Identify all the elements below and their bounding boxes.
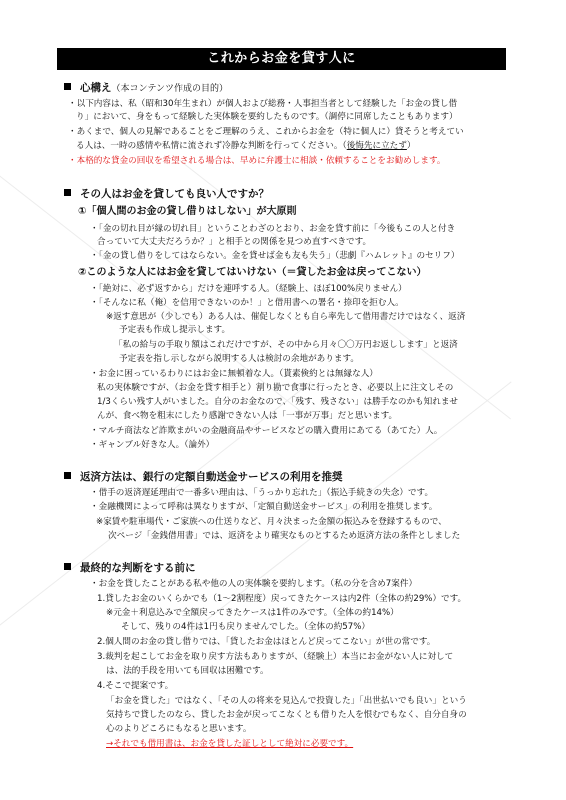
text-line: 2.個人間のお金の貸し借りでは、「貸したお金はほとんど戻ってこない」が世の常です。 bbox=[97, 637, 436, 647]
warning-line: →それでも借用書は、お金を貸した証しとして絶対に必要です。 bbox=[106, 739, 354, 749]
text-line: 予定表も作成し提示します。 bbox=[119, 325, 231, 335]
square-bullet-icon bbox=[64, 472, 71, 479]
page-title: これからお金を貸す人に bbox=[57, 48, 506, 70]
text-line: 1.貸したお金のいくらかでも（1～2割程度）戻ってきたケースは内2件（全体の約29%）です。 bbox=[97, 594, 467, 604]
text-line: ・「金の切れ目が縁の切れ目」ということわざのとおり、お金を貸す前に「今後もこの人と付き bbox=[90, 224, 456, 234]
subheading-principle: ①「個人間のお金の貸し借りはしない」が大原則 bbox=[78, 206, 297, 217]
text-line: ・お金に困っているわりにはお金に無頓着な人。（貰素倹約とは無縁な人） bbox=[90, 369, 378, 379]
text-line: 3.裁判を起こしてお金を取り戻す方法もありますが、（経験上）本当にお金がない人に対して bbox=[97, 652, 454, 662]
text-line: ・以下内容は、私（昭和30年生まれ）が個人および総務・人事担当者として経験した「お金の貸し借 bbox=[68, 99, 458, 109]
text-line: ※元金＋利息込みで全額戻ってきたケースは1件のみです。（全体の約14%） bbox=[106, 608, 399, 618]
text-line: 私の実体験ですが、（お金を貸す相手と）割り勘で食事に行ったとき、必要以上に注文しその bbox=[97, 383, 454, 393]
square-bullet-icon bbox=[64, 189, 71, 196]
text-line: ※家賃や駐車場代・ご家族への仕送りなど、月々決まった金額の振込みを登録するもので、 bbox=[96, 517, 447, 527]
section-heading-text: 返済方法は、銀行の定額自動送金サービスの利用を推奨 bbox=[80, 471, 343, 483]
text-line: 次ページ「金銭借用書」では、返済をより確実なものとするため返済方法の条件としました bbox=[108, 531, 461, 541]
text-line: ・ギャンブル好きな人。（論外） bbox=[90, 440, 215, 450]
text-line: は、法的手段を用いても回収は困難です。 bbox=[106, 666, 269, 676]
text-line: ・借手の返済遅延理由で一番多い理由は、「うっかり忘れた」（振込手続きの失念）です。 bbox=[90, 488, 434, 498]
square-bullet-icon bbox=[64, 563, 71, 570]
section-heading-text: 心構え bbox=[80, 82, 112, 94]
subheading-do-not-lend: ②このような人にはお金を貸してはいけない（＝貸したお金は戻ってこない） bbox=[78, 267, 427, 278]
text-line: ・金融機関によって呼称は異なりますが、「定額自動送金サービス」の利用を推奨します。 bbox=[90, 502, 438, 512]
text-run: る人は、一時の感情や私情に流されず冷静な判断を行ってください。（ bbox=[76, 141, 347, 151]
text-line: そして、残りの4件は1円も戻りませんでした。（全体の約57%） bbox=[121, 622, 371, 632]
text-line: ※返す意思が（少しでも）ある人は、催促しなくとも自ら率先して借用書だけではなく、返済 bbox=[106, 312, 466, 322]
text-line: 心のよりどころにもなると思います。 bbox=[106, 724, 252, 734]
text-line: 「お金を貸した」ではなく、「その人の将来を見込んで投資した」「出世払いでも良い」という bbox=[106, 696, 467, 706]
text-line bbox=[76, 140, 415, 152]
text-line: ・あくまで、個人の見解であることをご理解のうえ、これからお金を（特に個人に）貸そうと考えてい bbox=[68, 127, 464, 137]
section-heading-mindset bbox=[64, 81, 228, 96]
text-line: ・お金を貸したことがある私や他の人の実体験を要約します。（私の分を含め7案件） bbox=[90, 579, 418, 589]
section-heading-text: その人はお金を貸しても良い人ですか？ bbox=[80, 188, 269, 200]
text-line: 1/3くらい残す人がいました。自分のお金なので、「残す、残さない」は勝手なのかも知れませ bbox=[97, 397, 459, 407]
text-run: ） bbox=[406, 141, 416, 151]
text-line: んが、食べ物を粗末にしたり感謝できない人は「一事が万事」だと思います。 bbox=[97, 411, 398, 421]
text-line: ・「金の貸し借りをしてはならない。金を貸せば金も友も失う」（悲劇『ハムレット』のセリフ） bbox=[90, 251, 460, 261]
warning-line: ・本格的な貸金の回収を希望される場合は、早めに弁護士に相談・依頼することをお勧めします。 bbox=[68, 156, 446, 166]
text-line: 「私の給与の手取り額はこれだけですが、その中から月々〇〇万円お返しします」と返済 bbox=[114, 340, 458, 350]
square-bullet-icon bbox=[64, 83, 71, 90]
text-line: ・マルチ商法など詐欺まがいの金融商品やサービスなどの購入費用にあてる（あてた）人。 bbox=[90, 426, 443, 436]
section-heading-repayment bbox=[64, 470, 343, 484]
text-line: 予定表を指し示しながら説明する人は検討の余地があります。 bbox=[119, 354, 359, 364]
text-line: ・「そんなに私（俺）を信用できないのか！」と借用書への署名・捺印を拒む人。 bbox=[90, 298, 404, 308]
text-line: 気持ちで貸したのなら、貸したお金が戻ってこなくとも借りた人を恨むでもなく、自分自身の bbox=[106, 710, 467, 720]
underlined-phrase: 後悔先に立たず bbox=[346, 141, 407, 151]
section-heading-who-to-lend bbox=[64, 187, 269, 201]
section-heading-note: （本コンテンツ作成の目的） bbox=[111, 84, 229, 94]
section-heading-text: 最終的な判断をする前に bbox=[80, 562, 196, 574]
text-line: 合っていて大丈夫だろうか？」と相手との関係を見つめ直すべきです。 bbox=[97, 237, 372, 247]
text-line: ・「絶対に、必ず返すから」だけを連呼する人。（経験上、ほぼ100%戻りません） bbox=[90, 284, 407, 294]
section-heading-final-decision bbox=[64, 561, 196, 575]
text-line: 4.そこで提案です。 bbox=[97, 681, 174, 691]
text-line: り」において、身をもって経験した実体験を要約したものです。（調停に同席したこともあります） bbox=[76, 112, 458, 122]
